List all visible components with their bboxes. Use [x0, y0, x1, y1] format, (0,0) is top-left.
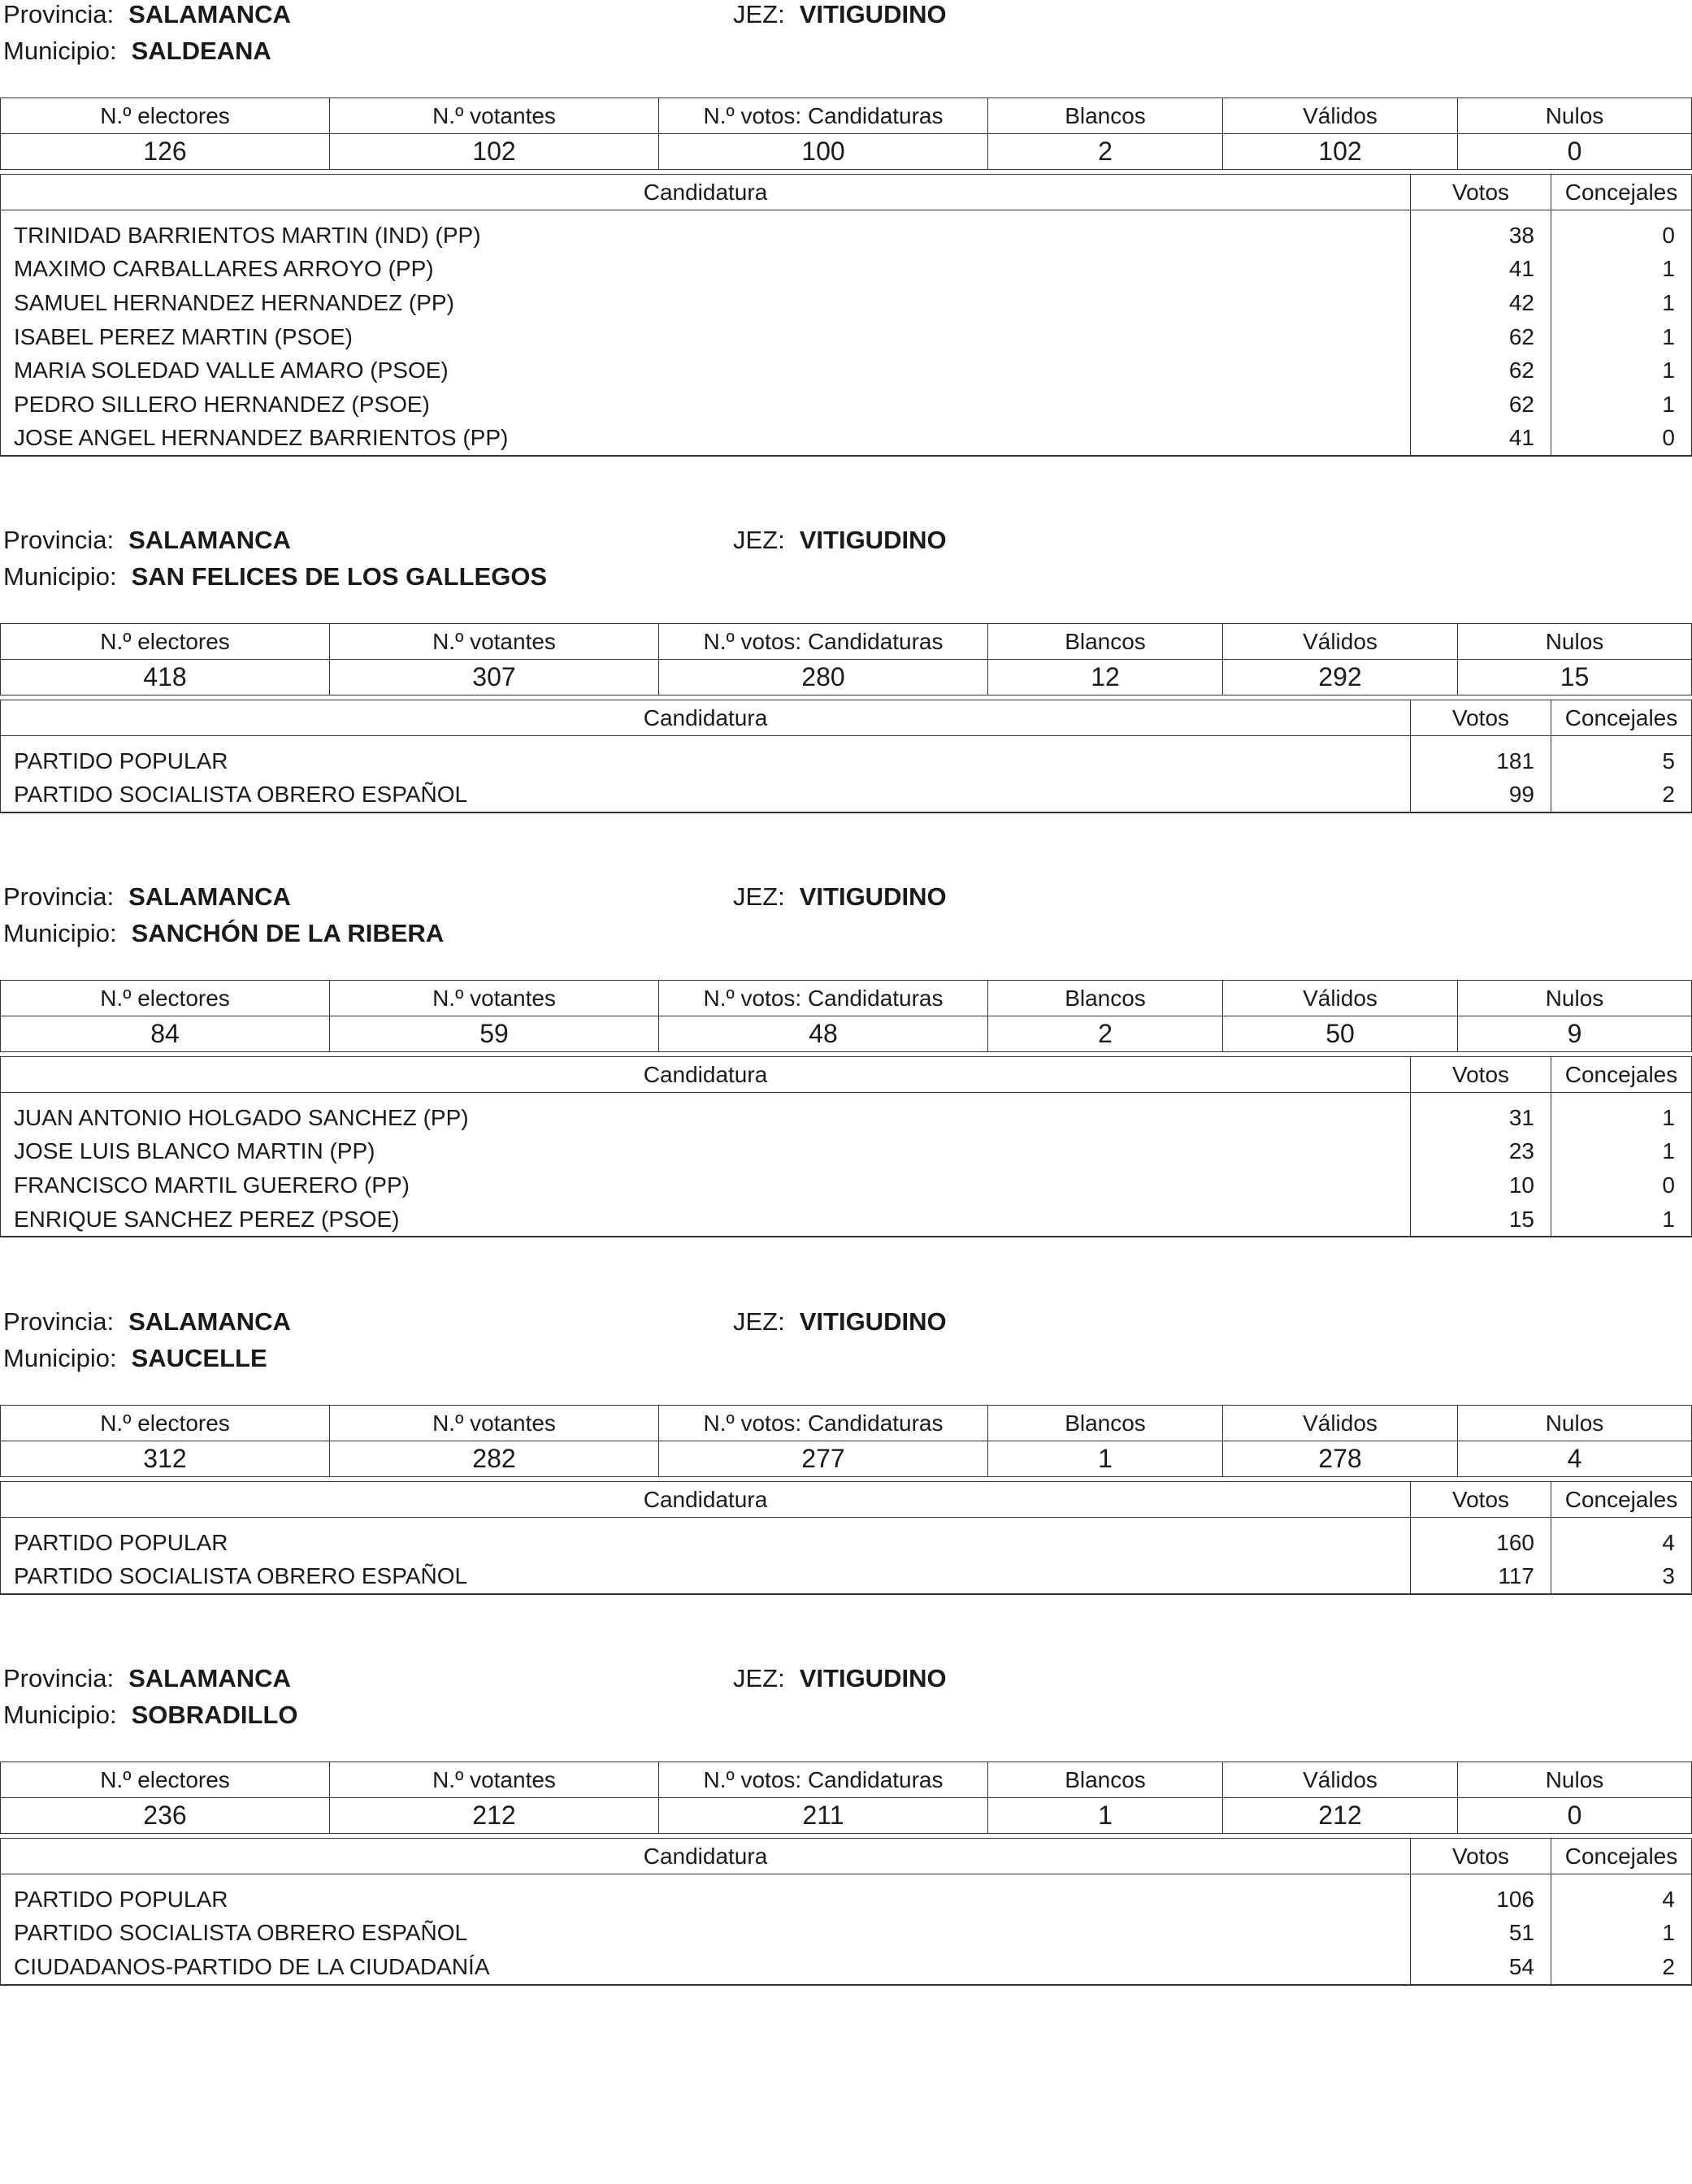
candidate-name: JOSE LUIS BLANCO MARTIN (PP) — [1, 1135, 1411, 1169]
municipality-header — [0, 526, 1692, 599]
provincia-value: SALAMANCA — [128, 0, 291, 28]
candidate-name: PARTIDO POPULAR — [1, 1883, 1411, 1917]
municipality-header — [0, 0, 1692, 73]
municipio-value: SANCHÓN DE LA RIBERA — [131, 919, 445, 947]
stats-value-nulos: 0 — [1458, 1798, 1692, 1834]
candidate-votos: 10 — [1411, 1168, 1551, 1202]
stats-header-votantes: N.º votantes — [330, 624, 659, 660]
candidate-row — [1, 1168, 1692, 1202]
candidate-name: PARTIDO SOCIALISTA OBRERO ESPAÑOL — [1, 1917, 1411, 1951]
candidate-votos: 62 — [1411, 388, 1551, 422]
candidate-row — [1, 1135, 1692, 1169]
provincia-value: SALAMANCA — [128, 1664, 291, 1692]
provincia-label: Provincia: — [3, 882, 115, 911]
stats-value-blancos: 12 — [988, 660, 1223, 696]
provincia-line — [3, 882, 291, 912]
candidate-concejales: 0 — [1551, 219, 1692, 253]
candidate-row — [1, 1202, 1692, 1237]
stats-header-votantes: N.º votantes — [330, 98, 659, 134]
candidate-name: TRINIDAD BARRIENTOS MARTIN (IND) (PP) — [1, 219, 1411, 253]
jez-label: JEZ: — [733, 1664, 785, 1692]
stats-value-votantes: 212 — [330, 1798, 659, 1834]
stats-value-electores: 312 — [1, 1441, 330, 1477]
votos-header: Votos — [1411, 175, 1551, 210]
stats-table — [0, 1762, 1692, 1834]
candidate-concejales: 0 — [1551, 422, 1692, 457]
votos-header: Votos — [1411, 1057, 1551, 1093]
candidate-votos: 181 — [1411, 744, 1551, 778]
candidates-table — [0, 700, 1692, 813]
candidate-name: ISABEL PEREZ MARTIN (PSOE) — [1, 320, 1411, 354]
candidate-row — [1, 219, 1692, 253]
candidate-row — [1, 1560, 1692, 1595]
stats-header-electores: N.º electores — [1, 981, 330, 1016]
municipality-header — [0, 1307, 1692, 1380]
candidate-row — [1, 1883, 1692, 1917]
stats-header-row — [1, 1406, 1692, 1441]
stats-value-votantes: 307 — [330, 660, 659, 696]
candidate-name: FRANCISCO MARTIL GUERERO (PP) — [1, 1168, 1411, 1202]
stats-header-blancos: Blancos — [988, 1406, 1223, 1441]
candidates-header-row — [1, 1482, 1692, 1518]
stats-value-electores: 126 — [1, 134, 330, 170]
stats-value-votos_cand: 277 — [659, 1441, 988, 1477]
candidate-concejales: 1 — [1551, 320, 1692, 354]
candidate-name: JOSE ANGEL HERNANDEZ BARRIENTOS (PP) — [1, 422, 1411, 457]
concejales-header: Concejales — [1551, 175, 1692, 210]
provincia-value: SALAMANCA — [128, 882, 291, 911]
concejales-header: Concejales — [1551, 1482, 1692, 1518]
candidate-name: PEDRO SILLERO HERNANDEZ (PSOE) — [1, 388, 1411, 422]
stats-header-votos_cand: N.º votos: Candidaturas — [659, 1406, 988, 1441]
provincia-label: Provincia: — [3, 0, 115, 28]
candidate-concejales: 1 — [1551, 1202, 1692, 1237]
jez-value: VITIGUDINO — [799, 526, 947, 554]
stats-header-validos: Válidos — [1223, 624, 1458, 660]
stats-header-blancos: Blancos — [988, 624, 1223, 660]
jez-line — [733, 1307, 947, 1337]
candidate-name: JUAN ANTONIO HOLGADO SANCHEZ (PP) — [1, 1101, 1411, 1135]
jez-label: JEZ: — [733, 526, 785, 554]
candidate-name: PARTIDO SOCIALISTA OBRERO ESPAÑOL — [1, 778, 1411, 813]
candidate-concejales: 4 — [1551, 1526, 1692, 1560]
candidate-votos: 99 — [1411, 778, 1551, 813]
stats-value-row — [1, 134, 1692, 170]
stats-value-votantes: 102 — [330, 134, 659, 170]
candidate-row — [1, 744, 1692, 778]
stats-table — [0, 98, 1692, 170]
candidates-spacer — [1, 736, 1692, 745]
provincia-line — [3, 526, 291, 555]
stats-header-electores: N.º electores — [1, 1762, 330, 1798]
stats-value-row — [1, 660, 1692, 696]
candidate-votos: 51 — [1411, 1917, 1551, 1951]
provincia-value: SALAMANCA — [128, 1307, 291, 1336]
candidate-row — [1, 320, 1692, 354]
municipio-line — [3, 1344, 267, 1373]
candidates-table — [0, 1481, 1692, 1595]
candidate-votos: 41 — [1411, 422, 1551, 457]
candidate-row — [1, 353, 1692, 388]
stats-table — [0, 980, 1692, 1052]
municipio-line — [3, 562, 547, 592]
municipio-line — [3, 1701, 298, 1730]
stats-header-blancos: Blancos — [988, 98, 1223, 134]
concejales-header: Concejales — [1551, 1057, 1692, 1093]
stats-table — [0, 623, 1692, 696]
stats-header-votos_cand: N.º votos: Candidaturas — [659, 624, 988, 660]
candidate-votos: 23 — [1411, 1135, 1551, 1169]
stats-table — [0, 1405, 1692, 1477]
municipio-line — [3, 919, 444, 948]
municipality-header — [0, 882, 1692, 956]
concejales-header: Concejales — [1551, 1839, 1692, 1874]
stats-value-electores: 236 — [1, 1798, 330, 1834]
stats-value-votos_cand: 100 — [659, 134, 988, 170]
candidate-row — [1, 778, 1692, 813]
stats-header-validos: Válidos — [1223, 1762, 1458, 1798]
candidate-concejales: 1 — [1551, 286, 1692, 320]
candidate-votos: 31 — [1411, 1101, 1551, 1135]
stats-header-row — [1, 98, 1692, 134]
candidatura-header: Candidatura — [1, 1839, 1411, 1874]
candidate-votos: 41 — [1411, 253, 1551, 287]
jez-line — [733, 0, 947, 29]
stats-header-row — [1, 1762, 1692, 1798]
candidate-concejales: 1 — [1551, 353, 1692, 388]
candidate-row — [1, 388, 1692, 422]
candidate-concejales: 1 — [1551, 1917, 1692, 1951]
stats-value-votantes: 59 — [330, 1016, 659, 1052]
candidate-name: PARTIDO POPULAR — [1, 744, 1411, 778]
stats-value-validos: 50 — [1223, 1016, 1458, 1052]
candidate-concejales: 2 — [1551, 778, 1692, 813]
votos-header: Votos — [1411, 1839, 1551, 1874]
candidate-row — [1, 1526, 1692, 1560]
provincia-line — [3, 0, 291, 29]
jez-value: VITIGUDINO — [799, 882, 947, 911]
stats-value-votos_cand: 211 — [659, 1798, 988, 1834]
candidates-header-row — [1, 175, 1692, 210]
candidates-spacer — [1, 1093, 1692, 1102]
municipio-value: SAN FELICES DE LOS GALLEGOS — [131, 562, 548, 591]
stats-header-validos: Válidos — [1223, 98, 1458, 134]
stats-value-nulos: 9 — [1458, 1016, 1692, 1052]
jez-label: JEZ: — [733, 882, 785, 911]
votos-header: Votos — [1411, 1482, 1551, 1518]
stats-value-row — [1, 1441, 1692, 1477]
candidates-header-row — [1, 700, 1692, 736]
stats-value-blancos: 2 — [988, 1016, 1223, 1052]
candidate-name: CIUDADANOS-PARTIDO DE LA CIUDADANÍA — [1, 1950, 1411, 1985]
stats-value-votos_cand: 48 — [659, 1016, 988, 1052]
candidate-name: MARIA SOLEDAD VALLE AMARO (PSOE) — [1, 353, 1411, 388]
municipality-header — [0, 1664, 1692, 1737]
stats-header-nulos: Nulos — [1458, 981, 1692, 1016]
stats-header-electores: N.º electores — [1, 1406, 330, 1441]
stats-header-votos_cand: N.º votos: Candidaturas — [659, 1762, 988, 1798]
stats-value-votos_cand: 280 — [659, 660, 988, 696]
municipio-value: SOBRADILLO — [131, 1701, 298, 1729]
municipio-value: SAUCELLE — [131, 1344, 267, 1372]
votos-header: Votos — [1411, 700, 1551, 736]
candidate-votos: 42 — [1411, 286, 1551, 320]
stats-header-row — [1, 624, 1692, 660]
candidates-table — [0, 1838, 1692, 1986]
candidate-name: SAMUEL HERNANDEZ HERNANDEZ (PP) — [1, 286, 1411, 320]
stats-header-votantes: N.º votantes — [330, 1762, 659, 1798]
stats-value-nulos: 4 — [1458, 1441, 1692, 1477]
jez-value: VITIGUDINO — [799, 1307, 947, 1336]
candidate-votos: 106 — [1411, 1883, 1551, 1917]
candidate-votos: 117 — [1411, 1560, 1551, 1595]
candidate-concejales: 4 — [1551, 1883, 1692, 1917]
candidates-spacer — [1, 1518, 1692, 1527]
jez-label: JEZ: — [733, 1307, 785, 1336]
provincia-line — [3, 1307, 291, 1337]
candidate-votos: 15 — [1411, 1202, 1551, 1237]
candidate-concejales: 3 — [1551, 1560, 1692, 1595]
candidate-row — [1, 422, 1692, 457]
candidate-name: ENRIQUE SANCHEZ PEREZ (PSOE) — [1, 1202, 1411, 1237]
stats-value-electores: 418 — [1, 660, 330, 696]
stats-value-row — [1, 1016, 1692, 1052]
stats-header-validos: Válidos — [1223, 1406, 1458, 1441]
stats-value-row — [1, 1798, 1692, 1834]
stats-value-nulos: 0 — [1458, 134, 1692, 170]
provincia-label: Provincia: — [3, 526, 115, 554]
jez-value: VITIGUDINO — [799, 0, 947, 28]
jez-line — [733, 526, 947, 555]
municipio-label: Municipio: — [3, 37, 117, 65]
stats-header-votos_cand: N.º votos: Candidaturas — [659, 98, 988, 134]
candidate-name: MAXIMO CARBALLARES ARROYO (PP) — [1, 253, 1411, 287]
candidatura-header: Candidatura — [1, 175, 1411, 210]
stats-value-nulos: 15 — [1458, 660, 1692, 696]
candidate-concejales: 5 — [1551, 744, 1692, 778]
stats-value-validos: 102 — [1223, 134, 1458, 170]
candidates-header-row — [1, 1057, 1692, 1093]
jez-value: VITIGUDINO — [799, 1664, 947, 1692]
stats-value-electores: 84 — [1, 1016, 330, 1052]
provincia-value: SALAMANCA — [128, 526, 291, 554]
municipio-line — [3, 37, 271, 66]
stats-header-blancos: Blancos — [988, 1762, 1223, 1798]
candidate-name: PARTIDO POPULAR — [1, 1526, 1411, 1560]
candidate-votos: 160 — [1411, 1526, 1551, 1560]
municipio-label: Municipio: — [3, 919, 117, 947]
candidate-concejales: 1 — [1551, 1101, 1692, 1135]
candidate-votos: 54 — [1411, 1950, 1551, 1985]
candidate-row — [1, 1917, 1692, 1951]
stats-value-blancos: 1 — [988, 1441, 1223, 1477]
candidates-spacer — [1, 210, 1692, 219]
candidate-votos: 38 — [1411, 219, 1551, 253]
stats-header-electores: N.º electores — [1, 98, 330, 134]
stats-value-validos: 278 — [1223, 1441, 1458, 1477]
candidate-row — [1, 253, 1692, 287]
candidate-concejales: 1 — [1551, 1135, 1692, 1169]
stats-value-validos: 292 — [1223, 660, 1458, 696]
stats-value-blancos: 1 — [988, 1798, 1223, 1834]
municipio-value: SALDEANA — [131, 37, 271, 65]
candidate-row — [1, 1950, 1692, 1985]
stats-header-votantes: N.º votantes — [330, 981, 659, 1016]
candidate-votos: 62 — [1411, 353, 1551, 388]
provincia-label: Provincia: — [3, 1664, 115, 1692]
stats-header-validos: Válidos — [1223, 981, 1458, 1016]
provincia-line — [3, 1664, 291, 1693]
candidate-concejales: 2 — [1551, 1950, 1692, 1985]
jez-line — [733, 1664, 947, 1693]
stats-header-votos_cand: N.º votos: Candidaturas — [659, 981, 988, 1016]
stats-header-nulos: Nulos — [1458, 1406, 1692, 1441]
candidate-name: PARTIDO SOCIALISTA OBRERO ESPAÑOL — [1, 1560, 1411, 1595]
candidate-concejales: 1 — [1551, 253, 1692, 287]
candidatura-header: Candidatura — [1, 1482, 1411, 1518]
candidate-row — [1, 286, 1692, 320]
stats-header-row — [1, 981, 1692, 1016]
stats-value-blancos: 2 — [988, 134, 1223, 170]
municipality-block — [0, 1664, 1692, 2184]
stats-value-validos: 212 — [1223, 1798, 1458, 1834]
candidate-votos: 62 — [1411, 320, 1551, 354]
candidates-spacer — [1, 1874, 1692, 1883]
municipio-label: Municipio: — [3, 1701, 117, 1729]
concejales-header: Concejales — [1551, 700, 1692, 736]
candidate-concejales: 0 — [1551, 1168, 1692, 1202]
stats-header-blancos: Blancos — [988, 981, 1223, 1016]
municipio-label: Municipio: — [3, 562, 117, 591]
stats-header-nulos: Nulos — [1458, 624, 1692, 660]
candidatura-header: Candidatura — [1, 700, 1411, 736]
stats-header-votantes: N.º votantes — [330, 1406, 659, 1441]
stats-header-electores: N.º electores — [1, 624, 330, 660]
municipality-block — [0, 0, 1692, 520]
stats-value-votantes: 282 — [330, 1441, 659, 1477]
candidates-table — [0, 174, 1692, 457]
candidate-concejales: 1 — [1551, 388, 1692, 422]
jez-label: JEZ: — [733, 0, 785, 28]
candidates-header-row — [1, 1839, 1692, 1874]
candidatura-header: Candidatura — [1, 1057, 1411, 1093]
stats-header-nulos: Nulos — [1458, 98, 1692, 134]
candidate-row — [1, 1101, 1692, 1135]
candidates-table — [0, 1056, 1692, 1237]
municipio-label: Municipio: — [3, 1344, 117, 1372]
provincia-label: Provincia: — [3, 1307, 115, 1336]
jez-line — [733, 882, 947, 912]
stats-header-nulos: Nulos — [1458, 1762, 1692, 1798]
